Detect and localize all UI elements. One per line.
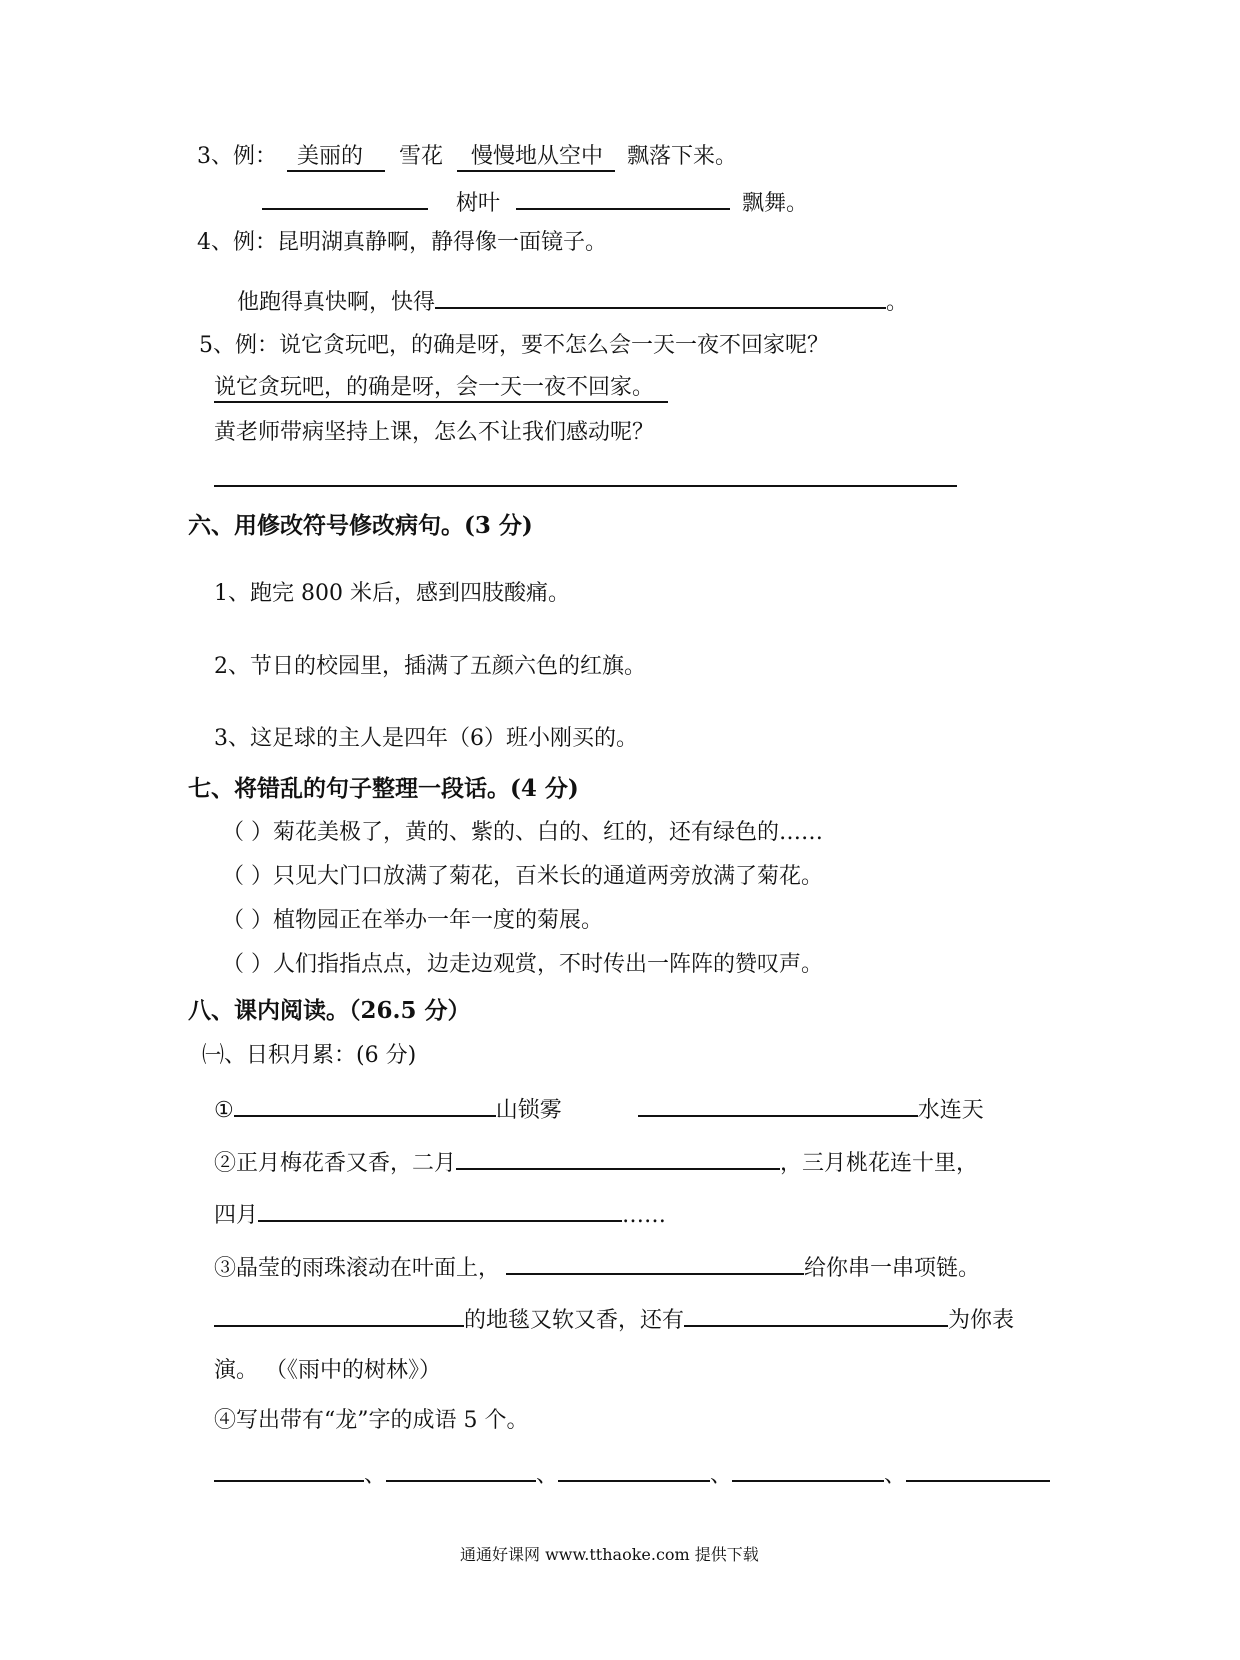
- section-8-title: 八、课内阅读。（26.5 分）: [188, 997, 471, 1024]
- q5-item3-blank-line: 树叶 飘舞。: [262, 186, 808, 219]
- example-adverbial: 慢慢地从空中: [457, 144, 615, 172]
- q5-item5-example: 5、例：说它贪玩吧，的确是呀，要不怎么会一天一夜不回家呢？: [199, 333, 829, 358]
- answer-blank[interactable]: [456, 1146, 780, 1170]
- q6-item-2: 2、节日的校园里，插满了五颜六色的红旗。: [214, 654, 646, 679]
- section-6-title: 六、用修改符号修改病句。(3 分): [188, 512, 533, 539]
- answer-blank[interactable]: [258, 1198, 622, 1222]
- q5-item4-example: 4、例：昆明湖真静啊，静得像一面镜子。: [197, 230, 607, 255]
- answer-blank[interactable]: [262, 186, 428, 210]
- q7-item-1: （ ）菊花美极了，黄的、紫的、白的、红的，还有绿色的……: [222, 820, 823, 845]
- answer-blank[interactable]: [506, 1251, 804, 1275]
- answer-blank[interactable]: [732, 1458, 884, 1482]
- answer-blank[interactable]: [684, 1303, 948, 1327]
- answer-blank[interactable]: [214, 485, 957, 487]
- q8-idiom-blanks: 、 、 、 、: [214, 1458, 1050, 1491]
- answer-blank[interactable]: [214, 1303, 464, 1327]
- q5-item3-example: 3、例： 美丽的 雪花 慢慢地从空中 飘落下来。: [197, 142, 737, 172]
- answer-blank[interactable]: [638, 1093, 918, 1117]
- q5-item5-prompt: 黄老师带病坚持上课，怎么不让我们感动呢？: [214, 420, 655, 445]
- answer-blank[interactable]: [558, 1458, 710, 1482]
- q8-line-4: ③晶莹的雨珠滚动在叶面上， 给你串一串项链。: [214, 1251, 980, 1284]
- example-adjective: 美丽的: [287, 144, 385, 172]
- q5-item4-prompt: 他跑得真快啊，快得 。: [237, 285, 908, 318]
- q6-item-3: 3、这足球的主人是四年（6）班小刚买的。: [214, 726, 638, 751]
- answer-blank[interactable]: [386, 1458, 536, 1482]
- answer-blank[interactable]: [906, 1458, 1050, 1482]
- q6-item-1: 1、跑完 800 米后，感到四肢酸痛。: [214, 581, 570, 606]
- q8-line-7: ④写出带有“龙”字的成语 5 个。: [214, 1408, 529, 1433]
- q5-item5-example-answer: 说它贪玩吧，的确是呀，会一天一夜不回家。: [214, 373, 668, 403]
- section-7-title: 七、将错乱的句子整理一段话。(4 分): [188, 775, 579, 802]
- q7-item-4: （ ）人们指指点点，边走边观赏，不时传出一阵阵的赞叹声。: [222, 952, 823, 977]
- q7-item-3: （ ）植物园正在举办一年一度的菊展。: [222, 908, 603, 933]
- answer-blank[interactable]: [516, 186, 730, 210]
- q8-line-6: 演。 （《雨中的树林》）: [214, 1358, 441, 1383]
- answer-blank[interactable]: [214, 1458, 364, 1482]
- page-footer: 通通好课网 www.tthaoke.com 提供下载: [460, 1545, 759, 1564]
- answer-blank[interactable]: [234, 1093, 496, 1117]
- section-8-subtitle: ㈠、日积月累：(6 分): [202, 1043, 417, 1068]
- q8-line-2: ②正月梅花香又香，二月 ，三月桃花连十里，: [214, 1146, 978, 1179]
- q8-line-3: 四月 ……: [214, 1198, 666, 1231]
- answer-blank[interactable]: [435, 285, 886, 309]
- q8-line-1: ① 山锁雾 水连天: [214, 1093, 984, 1126]
- q8-line-5: 的地毯又软又香，还有 为你表: [214, 1303, 1014, 1336]
- q7-item-2: （ ）只见大门口放满了菊花，百米长的通道两旁放满了菊花。: [222, 864, 823, 889]
